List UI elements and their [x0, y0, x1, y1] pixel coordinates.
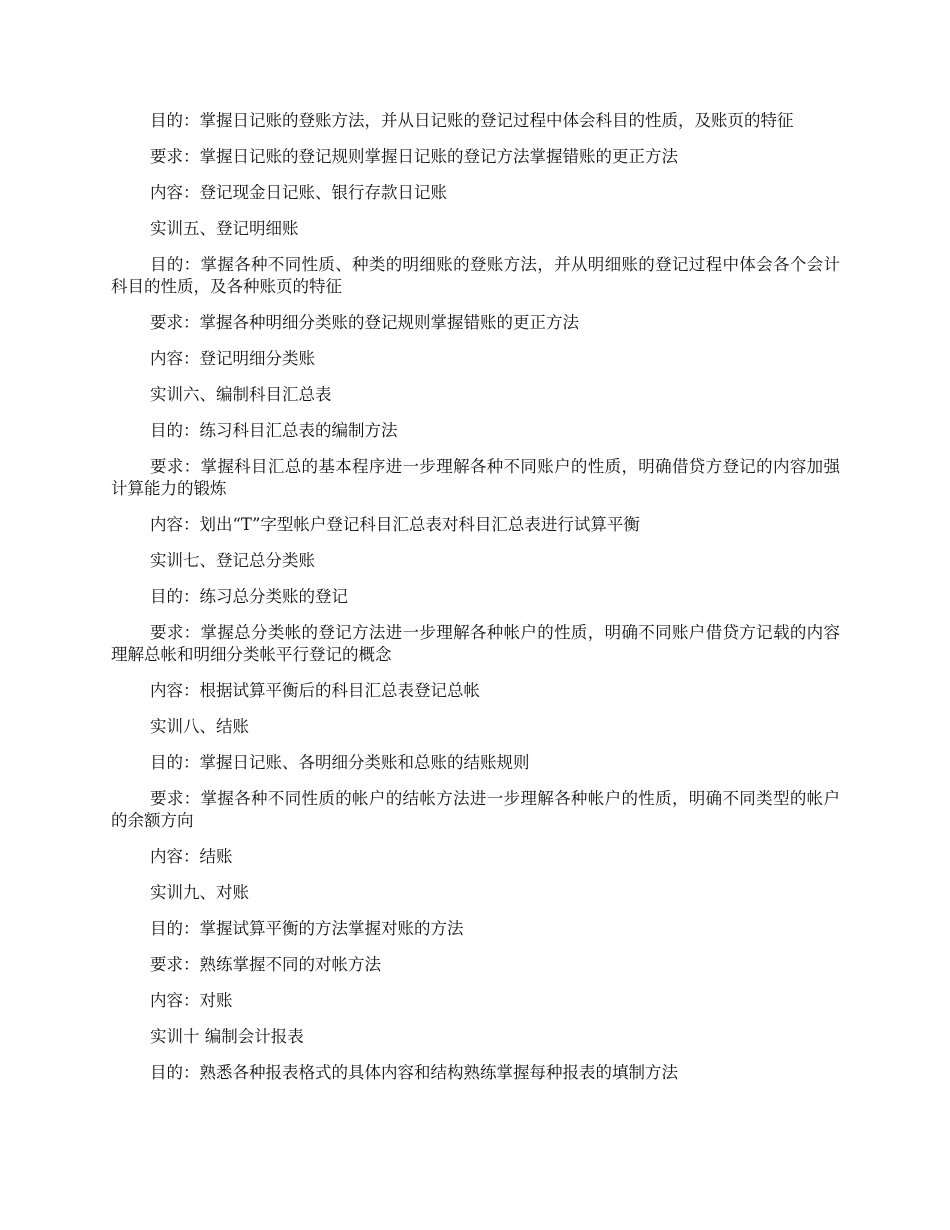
paragraph-content: 内容：划出“T”字型帐户登记科目汇总表对科目汇总表进行试算平衡 — [150, 515, 640, 534]
paragraph-requirement: 要求：掌握总分类帐的登记方法进一步理解各种帐户的性质，明确不同账户借贷方记载的内容理解总帐和明细分类帐平行登记的概念 — [111, 623, 840, 664]
paragraph-requirement: 要求：掌握各种明细分类账的登记规则掌握错账的更正方法 — [150, 313, 579, 332]
paragraph-objective: 目的：练习科目汇总表的编制方法 — [150, 421, 398, 440]
section-heading: 实训六、编制科目汇总表 — [150, 385, 332, 404]
section-heading: 实训九、对账 — [150, 883, 249, 902]
paragraph-content: 内容：登记现金日记账、银行存款日记账 — [150, 183, 447, 202]
paragraph-objective: 目的：掌握日记账的登账方法，并从日记账的登记过程中体会科目的性质，及账页的特征 — [150, 111, 794, 130]
section-heading: 实训七、登记总分类账 — [150, 551, 315, 570]
paragraph-requirement: 要求：掌握科目汇总的基本程序进一步理解各种不同账户的性质，明确借贷方登记的内容加强计算能力的锻炼 — [111, 457, 840, 498]
paragraph-content: 内容：对账 — [150, 991, 233, 1010]
paragraph-objective: 目的：熟悉各种报表格式的具体内容和结构熟练掌握每种报表的填制方法 — [150, 1063, 678, 1082]
paragraph-content: 内容：登记明细分类账 — [150, 349, 315, 368]
paragraph-requirement: 要求：掌握日记账的登记规则掌握日记账的登记方法掌握错账的更正方法 — [150, 147, 678, 166]
paragraph-objective: 目的：掌握试算平衡的方法掌握对账的方法 — [150, 919, 464, 938]
paragraph-content: 内容：结账 — [150, 847, 233, 866]
document-body — [111, 110, 840, 1098]
paragraph-requirement: 要求：熟练掌握不同的对帐方法 — [150, 955, 381, 974]
section-heading: 实训五、登记明细账 — [150, 219, 299, 238]
paragraph-objective: 目的：掌握日记账、各明细分类账和总账的结账规则 — [150, 753, 530, 772]
paragraph-objective: 目的：掌握各种不同性质、种类的明细账的登账方法，并从明细账的登记过程中体会各个会计科目的性质，及各种账页的特征 — [111, 255, 840, 296]
section-heading: 实训八、结账 — [150, 717, 249, 736]
paragraph-content: 内容：根据试算平衡后的科目汇总表登记总帐 — [150, 681, 480, 700]
paragraph-objective: 目的：练习总分类账的登记 — [150, 587, 348, 606]
section-heading: 实训十 编制会计报表 — [150, 1027, 304, 1046]
paragraph-requirement: 要求：掌握各种不同性质的帐户的结帐方法进一步理解各种帐户的性质，明确不同类型的帐户的余额方向 — [111, 789, 840, 830]
